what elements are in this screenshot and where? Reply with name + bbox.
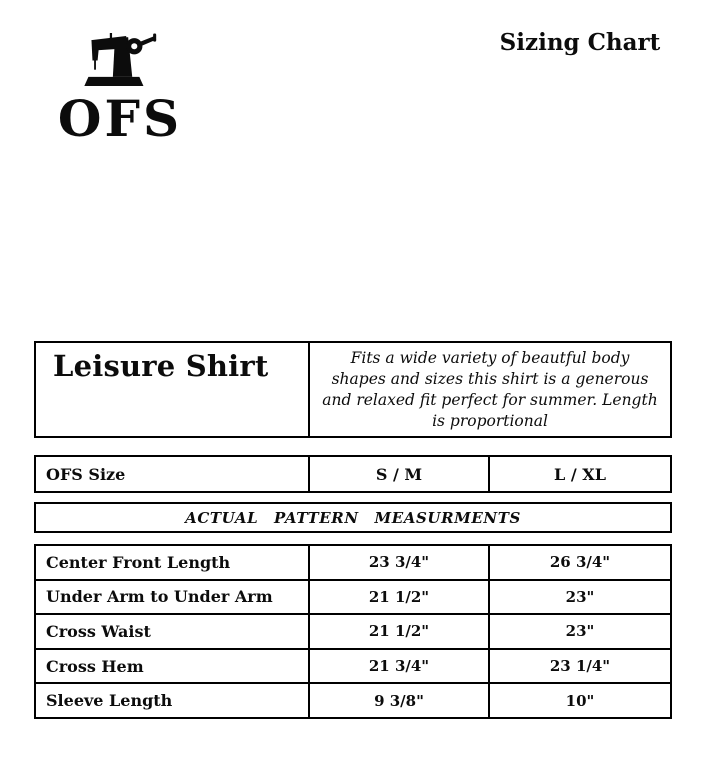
table-row <box>36 613 670 648</box>
row-label: Cross Hem <box>46 656 144 676</box>
row-label: Cross Waist <box>46 621 151 641</box>
product-name: Leisure Shirt <box>53 349 269 383</box>
table-row <box>36 682 670 717</box>
row-label: Center Front Length <box>46 552 231 572</box>
product-description: Fits a wide variety of beautful body shapes and sizes this shirt is a generous and relaxed fit perfect for summer. Length is proportional <box>308 343 670 436</box>
table-row <box>36 579 670 614</box>
row-value-sm: 9 3/8" <box>308 684 488 717</box>
size-option-sm: S / M <box>308 457 488 491</box>
section-header-table <box>34 502 672 533</box>
row-value-sm: 23 3/4" <box>308 546 488 579</box>
row-value-lxl: 23" <box>488 581 670 614</box>
row-value-lxl: 10" <box>488 684 670 717</box>
section-header: ACTUAL PATTERN MEASURMENTS <box>185 508 521 527</box>
row-label: Under Arm to Under Arm <box>46 587 273 607</box>
row-value-sm: 21 1/2" <box>308 581 488 614</box>
size-row-label: OFS Size <box>46 464 126 484</box>
row-value-sm: 21 1/2" <box>308 615 488 648</box>
brand-name: OFS <box>57 89 183 148</box>
product-header-table <box>34 341 672 438</box>
table-row <box>36 648 670 683</box>
row-value-lxl: 23" <box>488 615 670 648</box>
row-value-sm: 21 3/4" <box>308 650 488 683</box>
table-row <box>36 546 670 579</box>
brand-logo <box>44 33 196 148</box>
row-label: Sleeve Length <box>46 691 173 711</box>
row-value-lxl: 23 1/4" <box>488 650 670 683</box>
sewing-machine-icon <box>80 33 160 86</box>
page-title: Sizing Chart <box>499 29 661 56</box>
size-row-table <box>34 455 672 493</box>
size-option-lxl: L / XL <box>488 457 670 491</box>
measurements-table <box>34 544 672 719</box>
row-value-lxl: 26 3/4" <box>488 546 670 579</box>
